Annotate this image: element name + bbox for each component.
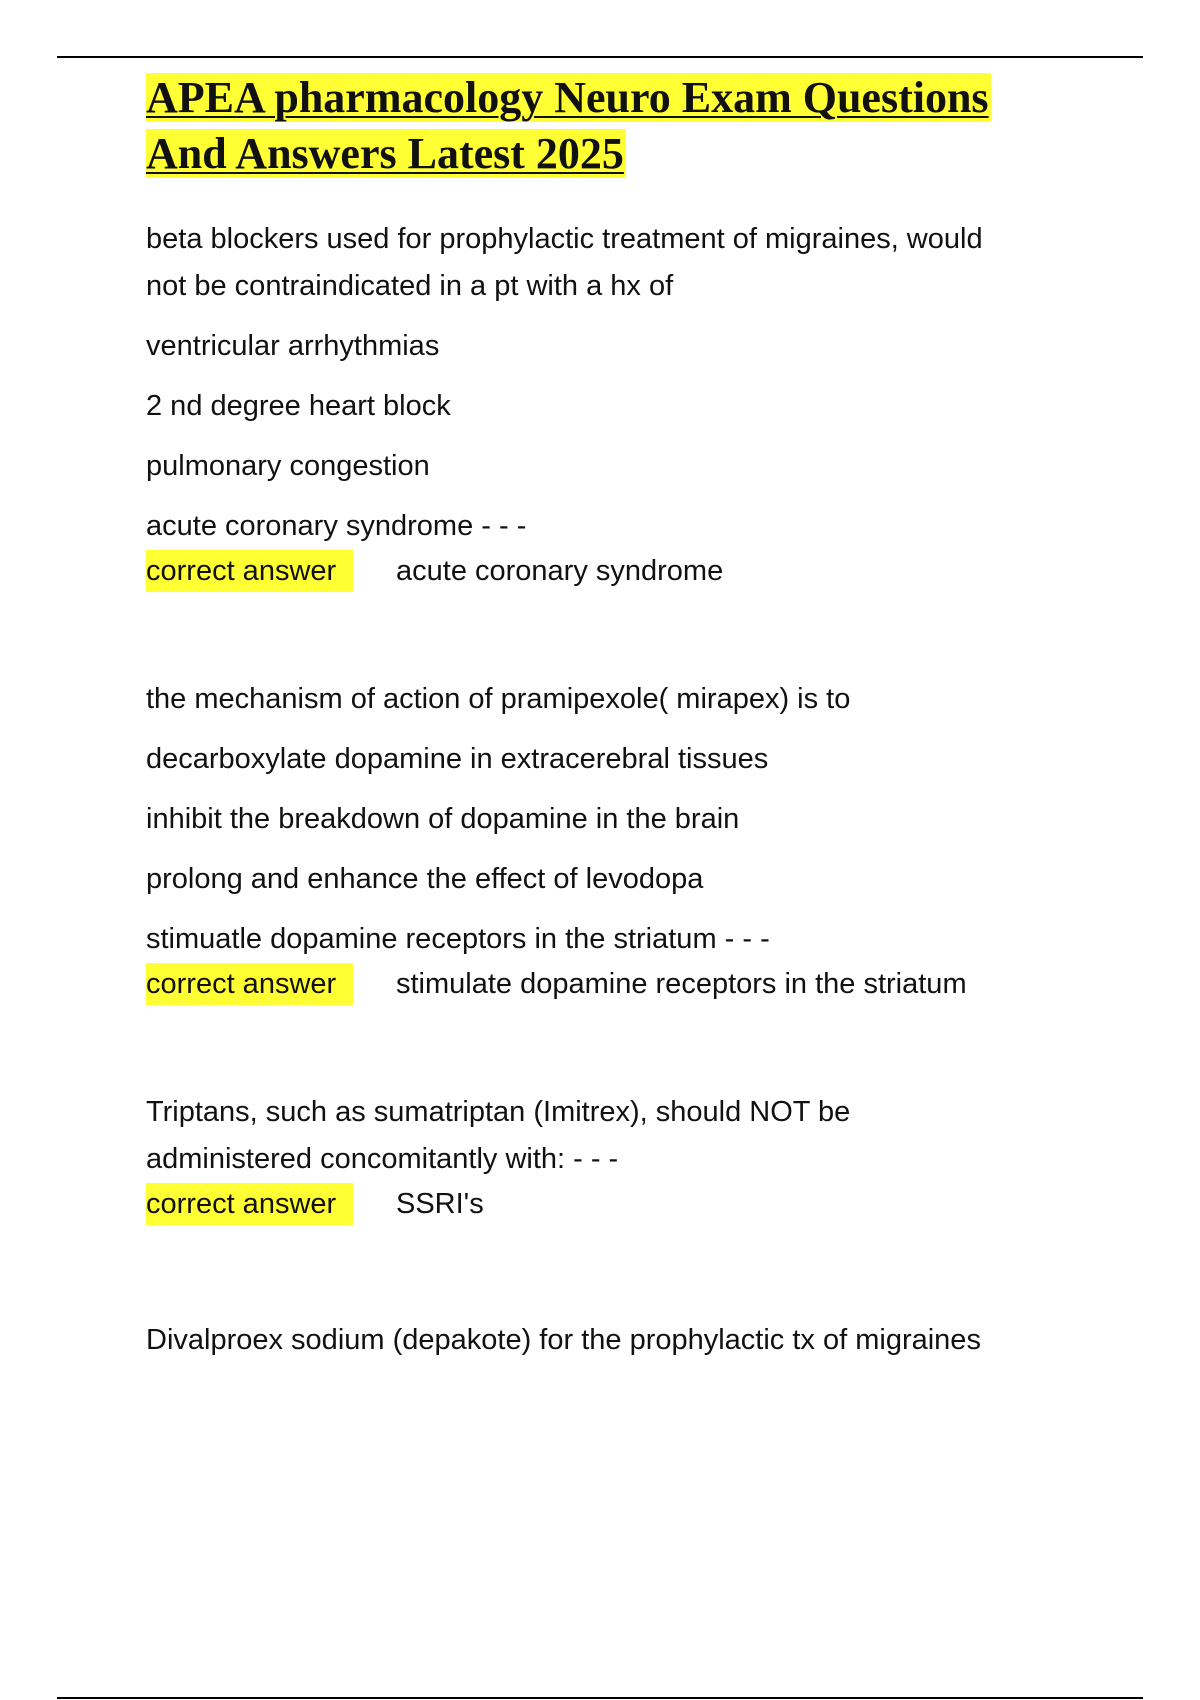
- question-1-option-4: acute coronary syndrome - - -: [146, 510, 527, 542]
- spacer: [146, 592, 1106, 676]
- question-1-option-1: ventricular arrhythmias: [146, 330, 440, 362]
- title-line-2: And Answers Latest 2025: [146, 129, 624, 178]
- question-3-line-2: administered concomitantly with: - - -: [146, 1143, 619, 1175]
- question-1-option-2: 2 nd degree heart block: [146, 390, 451, 422]
- document-title: [146, 70, 1106, 182]
- question-block-2: [146, 676, 1106, 1005]
- spacer: [146, 1005, 1106, 1089]
- question-2-option-3: prolong and enhance the effect of levodopa: [146, 863, 704, 895]
- question-1-option-3: pulmonary congestion: [146, 450, 430, 482]
- question-1-line-1: beta blockers used for prophylactic treatment of migraines, would: [146, 223, 983, 255]
- question-2-text: the mechanism of action of pramipexole( mirapex) is to: [146, 683, 851, 715]
- question-3-text: [146, 1089, 1106, 1183]
- question-1-answer: acute coronary syndrome: [396, 555, 724, 587]
- correct-answer-label: correct answer: [146, 1183, 353, 1225]
- document-body: [146, 70, 1106, 1364]
- bottom-rule: [57, 1697, 1143, 1699]
- question-block-1: [146, 216, 1106, 592]
- correct-answer-label: correct answer: [146, 963, 353, 1005]
- question-3-answer-row: [146, 1183, 1106, 1225]
- question-2-option-2: inhibit the breakdown of dopamine in the brain: [146, 803, 740, 835]
- question-3-line-1: Triptans, such as sumatriptan (Imitrex), should NOT be: [146, 1096, 851, 1128]
- question-block-3: [146, 1089, 1106, 1225]
- top-rule: [57, 56, 1143, 58]
- question-2-option-1: decarboxylate dopamine in extracerebral tissues: [146, 743, 769, 775]
- question-4-text: Divalproex sodium (depakote) for the prophylactic tx of migraines: [146, 1324, 981, 1356]
- correct-answer-label: correct answer: [146, 550, 353, 592]
- question-2-option-4: stimuatle dopamine receptors in the striatum - - -: [146, 923, 770, 955]
- question-1-line-2: not be contraindicated in a pt with a hx of: [146, 270, 674, 302]
- question-1-text: [146, 216, 1106, 310]
- title-line-1: APEA pharmacology Neuro Exam Questions: [146, 73, 989, 122]
- question-2-answer: stimulate dopamine receptors in the striatum: [396, 968, 967, 1000]
- question-3-answer: SSRI's: [396, 1188, 484, 1220]
- question-1-answer-row: [146, 550, 1106, 592]
- spacer: [146, 1225, 1106, 1317]
- question-2-answer-row: [146, 963, 1106, 1005]
- question-block-4: [146, 1317, 1106, 1364]
